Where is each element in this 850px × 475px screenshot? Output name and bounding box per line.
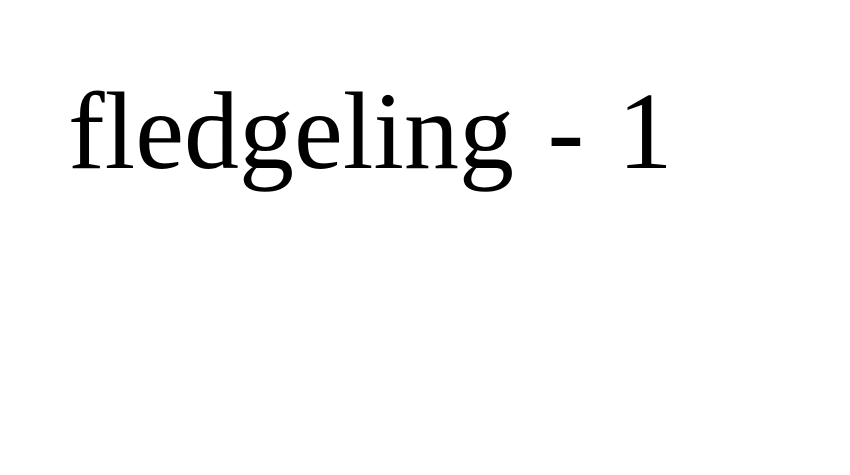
title-word: fledgeling — [68, 70, 514, 192]
title-separator: - — [547, 70, 585, 192]
title-number: 1 — [617, 70, 673, 192]
page-title — [68, 70, 673, 192]
